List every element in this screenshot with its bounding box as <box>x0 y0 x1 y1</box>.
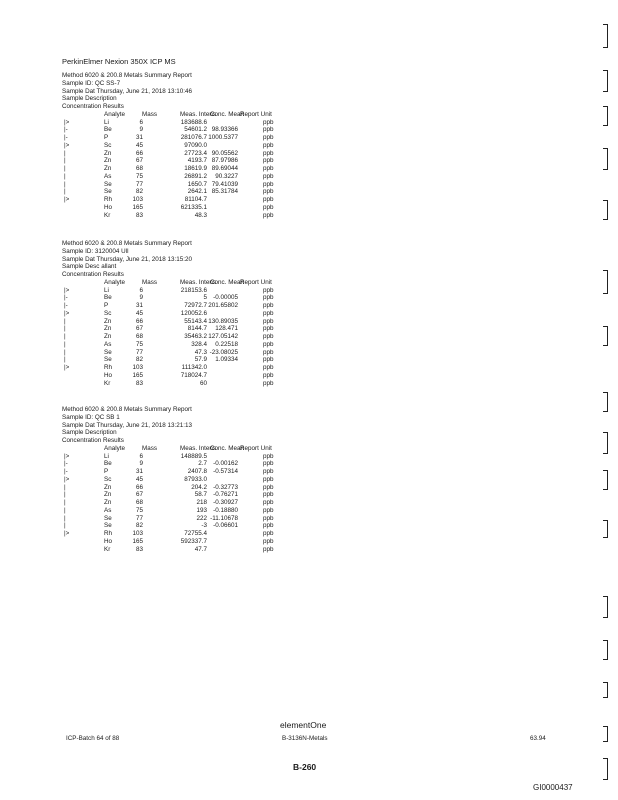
table-cell-intensity: 18619.9 <box>184 165 207 172</box>
col-header-mass: Mass <box>142 110 158 118</box>
table-cell-mass: 67 <box>135 491 143 499</box>
table-cell-intensity: 193 <box>196 506 207 514</box>
table-cell-mass: 67 <box>135 325 143 333</box>
table-cell-mass: 82 <box>135 356 143 364</box>
table-cell-unit: ppb <box>263 379 274 387</box>
table-cell-intensity: 621335.1 <box>180 203 207 211</box>
row-flag: | <box>64 149 66 157</box>
table-cell-mass: 103 <box>132 530 143 537</box>
scan-edge-mark <box>603 682 608 698</box>
table-cell-mass: 45 <box>135 141 143 149</box>
table-cell-unit: ppb <box>263 491 274 499</box>
table-cell-unit: ppb <box>263 165 274 172</box>
table-cell-conc: 87.97986 <box>211 157 238 165</box>
table-cell-intensity: 57.9 <box>194 356 207 364</box>
col-header-intens: Meas. Intens <box>180 444 217 452</box>
footer-batch: ICP-Batch 64 of 88 <box>66 735 120 742</box>
col-header-conc: Conc. Mean <box>210 278 244 286</box>
table-cell-unit: ppb <box>263 157 274 165</box>
table-cell-mass: 6 <box>139 452 143 460</box>
table-cell-unit: ppb <box>263 126 274 134</box>
row-flag: | <box>64 325 66 333</box>
table-cell-analyte: Be <box>104 126 112 134</box>
table-cell-analyte: Se <box>104 348 112 356</box>
table-cell-mass: 82 <box>135 522 143 530</box>
table-cell-unit: ppb <box>263 468 274 475</box>
table-cell-mass: 9 <box>139 460 143 468</box>
table-cell-intensity: 27723.4 <box>184 149 207 157</box>
table-cell-analyte: Se <box>104 514 112 522</box>
table-cell-conc: -0.18880 <box>213 506 238 514</box>
table-cell-unit: ppb <box>263 203 274 211</box>
table-cell-analyte: Zn <box>104 157 112 165</box>
method-title: Method 6020 & 200.8 Metals Summary Report <box>62 72 192 79</box>
table-cell-intensity: 60 <box>199 379 207 387</box>
table-cell-analyte: Li <box>104 118 109 126</box>
method-title: Method 6020 & 200.8 Metals Summary Report <box>62 406 192 413</box>
table-cell-mass: 77 <box>135 348 143 356</box>
table-cell-mass: 9 <box>139 126 143 134</box>
table-cell-conc: 128.471 <box>215 325 238 333</box>
table-cell-intensity: 47.3 <box>194 348 207 356</box>
table-cell-unit: ppb <box>263 149 274 157</box>
table-cell-intensity: 111342.0 <box>181 364 207 371</box>
table-cell-intensity: 2.7 <box>198 460 207 468</box>
table-cell-intensity: 281076.7 <box>180 134 207 141</box>
scan-edge-mark <box>603 392 608 412</box>
scan-edge-mark <box>603 640 608 660</box>
table-cell-unit: ppb <box>263 452 274 460</box>
table-cell-unit: ppb <box>263 340 274 348</box>
footer-brand: elementOne <box>280 720 327 730</box>
table-cell-analyte: Ho <box>104 371 113 379</box>
scan-edge-mark <box>603 520 608 538</box>
sample-date: Sample Dat Thursday, June 21, 2018 13:21:13 <box>62 421 192 429</box>
table-cell-conc: 89.69044 <box>211 165 238 172</box>
row-flag: | <box>64 514 66 522</box>
table-cell-analyte: Be <box>104 460 112 468</box>
table-cell-analyte: Zn <box>104 317 112 325</box>
table-cell-intensity: 54601.2 <box>184 126 207 134</box>
table-cell-mass: 83 <box>135 545 143 553</box>
table-cell-unit: ppb <box>263 211 274 219</box>
table-cell-analyte: As <box>104 506 112 514</box>
table-cell-unit: ppb <box>263 537 274 545</box>
row-flag: |> <box>64 364 70 371</box>
row-flag: | <box>64 157 66 165</box>
table-cell-conc: 90.3227 <box>215 172 238 180</box>
table-cell-mass: 75 <box>135 340 143 348</box>
table-cell-conc: -0.06601 <box>213 522 238 530</box>
page-number: B-260 <box>293 762 317 772</box>
table-cell-unit: ppb <box>263 196 274 203</box>
table-cell-analyte: As <box>104 172 112 180</box>
row-flag: | <box>64 506 66 514</box>
table-cell-mass: 66 <box>135 483 143 491</box>
table-cell-analyte: Rh <box>104 196 113 203</box>
table-cell-mass: 77 <box>135 180 143 188</box>
col-header-analyte: Analyte <box>104 110 126 118</box>
table-cell-intensity: 2407.8 <box>187 468 207 475</box>
table-cell-conc: 90.05562 <box>211 149 238 157</box>
instrument-title: PerkinElmer Nexion 350X ICP MS <box>62 57 176 66</box>
table-cell-conc: 201.65802 <box>208 302 238 309</box>
sample-description: Sample Desc allant <box>62 263 117 271</box>
table-cell-analyte: Zn <box>104 165 112 172</box>
table-cell-analyte: Se <box>104 188 112 196</box>
row-flag: | <box>64 499 66 506</box>
table-cell-mass: 6 <box>139 286 143 294</box>
scan-edge-mark <box>603 596 608 618</box>
table-cell-conc: -23.08025 <box>209 348 238 356</box>
table-cell-intensity: 204.2 <box>191 483 207 491</box>
table-cell-analyte: Be <box>104 294 112 302</box>
scan-edge-mark <box>603 432 608 454</box>
row-flag: |> <box>64 196 70 203</box>
row-flag: | <box>64 491 66 499</box>
table-cell-intensity: 4193.7 <box>187 157 207 165</box>
table-cell-analyte: Se <box>104 180 112 188</box>
table-cell-intensity: 81104.7 <box>184 196 207 203</box>
footer-value: 63.94 <box>530 735 546 742</box>
scan-edge-mark <box>603 758 608 780</box>
col-header-conc: Conc. Mean <box>210 444 244 452</box>
row-flag: | <box>64 165 66 172</box>
table-cell-intensity: 328.4 <box>191 340 207 348</box>
table-cell-unit: ppb <box>263 172 274 180</box>
table-cell-mass: 45 <box>135 309 143 317</box>
table-cell-mass: 66 <box>135 149 143 157</box>
row-flag: | <box>64 172 66 180</box>
table-cell-analyte: Ho <box>104 537 113 545</box>
table-cell-mass: 68 <box>135 333 143 340</box>
col-header-conc: Conc. Mean <box>210 110 244 118</box>
table-cell-intensity: 8144.7 <box>187 325 207 333</box>
scan-edge-mark <box>603 70 608 92</box>
row-flag: | <box>64 348 66 356</box>
table-cell-mass: 31 <box>135 302 143 309</box>
table-cell-mass: 82 <box>135 188 143 196</box>
table-cell-intensity: 718024.7 <box>180 371 207 379</box>
row-flag: |- <box>64 294 68 302</box>
table-cell-analyte: Li <box>104 286 109 294</box>
scan-edge-mark <box>603 470 608 490</box>
table-cell-unit: ppb <box>263 522 274 530</box>
document-id: GI0000437 <box>533 783 573 792</box>
col-header-unit: Report Unit <box>240 110 272 118</box>
table-cell-mass: 45 <box>135 475 143 483</box>
concentration-results-label: Concentration Results <box>62 437 124 444</box>
table-cell-unit: ppb <box>263 530 274 537</box>
row-flag: | <box>64 356 66 364</box>
table-cell-intensity: 26891.2 <box>184 172 207 180</box>
table-cell-conc: -0.57314 <box>213 468 238 475</box>
row-flag: |- <box>64 134 68 141</box>
table-cell-analyte: Sc <box>104 141 112 149</box>
table-cell-intensity: 35463.2 <box>184 333 207 340</box>
table-cell-mass: 77 <box>135 514 143 522</box>
table-cell-mass: 9 <box>139 294 143 302</box>
table-cell-unit: ppb <box>263 286 274 294</box>
table-cell-analyte: Rh <box>104 364 113 371</box>
table-cell-intensity: 148889.5 <box>180 452 207 460</box>
table-cell-unit: ppb <box>263 545 274 553</box>
table-cell-unit: ppb <box>263 118 274 126</box>
table-cell-unit: ppb <box>263 475 274 483</box>
row-flag: |> <box>64 286 70 294</box>
table-cell-intensity: 218153.6 <box>180 286 207 294</box>
table-cell-conc: 1.09334 <box>215 356 238 364</box>
table-cell-mass: 6 <box>139 118 143 126</box>
scan-edge-mark <box>603 200 608 220</box>
table-cell-analyte: Ho <box>104 203 113 211</box>
table-cell-unit: ppb <box>263 506 274 514</box>
table-cell-mass: 165 <box>132 537 143 545</box>
sample-id: Sample ID: QC SS-7 <box>62 79 121 87</box>
table-cell-mass: 67 <box>135 157 143 165</box>
table-cell-conc: 0.22518 <box>215 340 238 348</box>
table-cell-unit: ppb <box>263 514 274 522</box>
table-cell-intensity: 5 <box>203 294 207 302</box>
table-cell-unit: ppb <box>263 333 274 340</box>
row-flag: |> <box>64 452 70 460</box>
table-cell-analyte: Kr <box>104 211 111 219</box>
table-cell-unit: ppb <box>263 309 274 317</box>
table-cell-analyte: Sc <box>104 309 112 317</box>
table-cell-mass: 75 <box>135 172 143 180</box>
table-cell-conc: 127.05142 <box>208 333 238 340</box>
table-cell-intensity: 218 <box>196 499 207 506</box>
row-flag: | <box>64 340 66 348</box>
table-cell-unit: ppb <box>263 294 274 302</box>
sample-date: Sample Dat Thursday, June 21, 2018 13:15:20 <box>62 255 192 263</box>
table-cell-analyte: Li <box>104 452 109 460</box>
sample-id: Sample ID: QC SB 1 <box>62 413 120 421</box>
table-cell-mass: 68 <box>135 499 143 506</box>
table-cell-mass: 103 <box>132 196 143 203</box>
col-header-analyte: Analyte <box>104 278 126 286</box>
table-cell-mass: 68 <box>135 165 143 172</box>
table-cell-intensity: 72972.7 <box>184 302 207 309</box>
table-cell-intensity: 120052.6 <box>180 309 207 317</box>
table-cell-intensity: 1650.7 <box>187 180 207 188</box>
table-cell-analyte: Kr <box>104 379 111 387</box>
sample-id: Sample ID: 3120004 Ull <box>62 247 129 255</box>
table-cell-mass: 83 <box>135 379 143 387</box>
table-cell-unit: ppb <box>263 141 274 149</box>
table-cell-analyte: Zn <box>104 333 112 340</box>
table-cell-mass: 83 <box>135 211 143 219</box>
table-cell-conc: 1000.5377 <box>208 134 238 141</box>
sample-description: Sample Description <box>62 95 117 103</box>
sample-date: Sample Dat Thursday, June 21, 2018 13:10:46 <box>62 87 192 95</box>
table-cell-intensity: -3 <box>201 522 207 530</box>
sample-description: Sample Description <box>62 429 117 437</box>
row-flag: |> <box>64 118 70 126</box>
table-cell-conc: -0.00005 <box>213 294 238 302</box>
table-cell-analyte: Se <box>104 356 112 364</box>
table-cell-conc: -0.32773 <box>213 483 238 491</box>
row-flag: | <box>64 333 66 340</box>
table-cell-conc: -0.30927 <box>213 499 238 506</box>
table-cell-conc: -11.10678 <box>210 514 238 522</box>
table-cell-analyte: P <box>104 302 109 309</box>
table-cell-analyte: P <box>104 134 109 141</box>
concentration-results-label: Concentration Results <box>62 103 124 110</box>
table-cell-mass: 75 <box>135 506 143 514</box>
scan-edge-mark <box>603 270 608 294</box>
table-cell-intensity: 2642.1 <box>187 188 207 196</box>
table-cell-analyte: As <box>104 340 112 348</box>
table-cell-unit: ppb <box>263 356 274 364</box>
table-cell-intensity: 47.7 <box>194 545 207 553</box>
scan-edge-mark <box>603 726 608 742</box>
table-cell-analyte: P <box>104 468 109 475</box>
row-flag: | <box>64 317 66 325</box>
concentration-results-label: Concentration Results <box>62 271 124 278</box>
row-flag: |- <box>64 302 68 309</box>
table-cell-analyte: Rh <box>104 530 113 537</box>
table-cell-analyte: Zn <box>104 325 112 333</box>
col-header-intens: Meas. Intens <box>180 278 217 286</box>
table-cell-intensity: 183688.6 <box>180 118 207 126</box>
table-cell-unit: ppb <box>263 134 274 141</box>
table-cell-intensity: 592337.7 <box>180 537 207 545</box>
table-cell-intensity: 58.7 <box>194 491 207 499</box>
table-cell-mass: 31 <box>135 468 143 475</box>
table-cell-conc: 130.89035 <box>208 317 238 325</box>
scan-edge-mark <box>603 148 608 170</box>
row-flag: |- <box>64 460 68 468</box>
table-cell-unit: ppb <box>263 483 274 491</box>
method-title: Method 6020 & 200.8 Metals Summary Report <box>62 240 192 247</box>
table-cell-analyte: Zn <box>104 149 112 157</box>
table-cell-intensity: 72755.4 <box>184 530 207 537</box>
table-cell-conc: -0.76271 <box>213 491 238 499</box>
table-cell-unit: ppb <box>263 348 274 356</box>
table-cell-analyte: Se <box>104 522 112 530</box>
col-header-mass: Mass <box>142 444 158 452</box>
table-cell-mass: 103 <box>132 364 143 371</box>
col-header-mass: Mass <box>142 278 158 286</box>
table-cell-unit: ppb <box>263 364 274 371</box>
table-cell-conc: -0.00162 <box>213 460 238 468</box>
row-flag: | <box>64 522 66 530</box>
table-cell-mass: 165 <box>132 371 143 379</box>
table-cell-analyte: Zn <box>104 499 112 506</box>
table-cell-intensity: 55143.4 <box>184 317 207 325</box>
col-header-unit: Report Unit <box>240 278 272 286</box>
table-cell-analyte: Sc <box>104 475 112 483</box>
table-cell-unit: ppb <box>263 460 274 468</box>
row-flag: |> <box>64 141 70 149</box>
scan-edge-mark <box>603 326 608 346</box>
row-flag: | <box>64 180 66 188</box>
col-header-analyte: Analyte <box>104 444 126 452</box>
table-cell-intensity: 222 <box>196 514 207 522</box>
footer-job: B-3136N-Metals <box>282 735 328 742</box>
row-flag: |> <box>64 530 70 537</box>
row-flag: |- <box>64 468 68 475</box>
table-cell-conc: 98.93366 <box>211 126 238 134</box>
table-cell-mass: 66 <box>135 317 143 325</box>
table-cell-intensity: 97090.0 <box>184 141 207 149</box>
table-cell-unit: ppb <box>263 302 274 309</box>
col-header-intens: Meas. Intens <box>180 110 217 118</box>
table-cell-unit: ppb <box>263 188 274 196</box>
scan-edge-mark <box>603 106 608 126</box>
row-flag: |> <box>64 309 70 317</box>
table-cell-analyte: Zn <box>104 483 112 491</box>
row-flag: | <box>64 483 66 491</box>
table-cell-conc: 85.31784 <box>211 188 238 196</box>
table-cell-mass: 31 <box>135 134 143 141</box>
table-cell-unit: ppb <box>263 325 274 333</box>
table-cell-unit: ppb <box>263 371 274 379</box>
table-cell-analyte: Kr <box>104 545 111 553</box>
table-cell-mass: 165 <box>132 203 143 211</box>
row-flag: |> <box>64 475 70 483</box>
row-flag: | <box>64 188 66 196</box>
table-cell-analyte: Zn <box>104 491 112 499</box>
col-header-unit: Report Unit <box>240 444 272 452</box>
scan-edge-mark <box>603 24 608 48</box>
table-cell-intensity: 48.3 <box>194 211 207 219</box>
table-cell-intensity: 87933.0 <box>184 475 207 483</box>
table-cell-unit: ppb <box>263 180 274 188</box>
row-flag: |- <box>64 126 68 134</box>
table-cell-unit: ppb <box>263 499 274 506</box>
table-cell-unit: ppb <box>263 317 274 325</box>
table-cell-conc: 79.41039 <box>211 180 238 188</box>
